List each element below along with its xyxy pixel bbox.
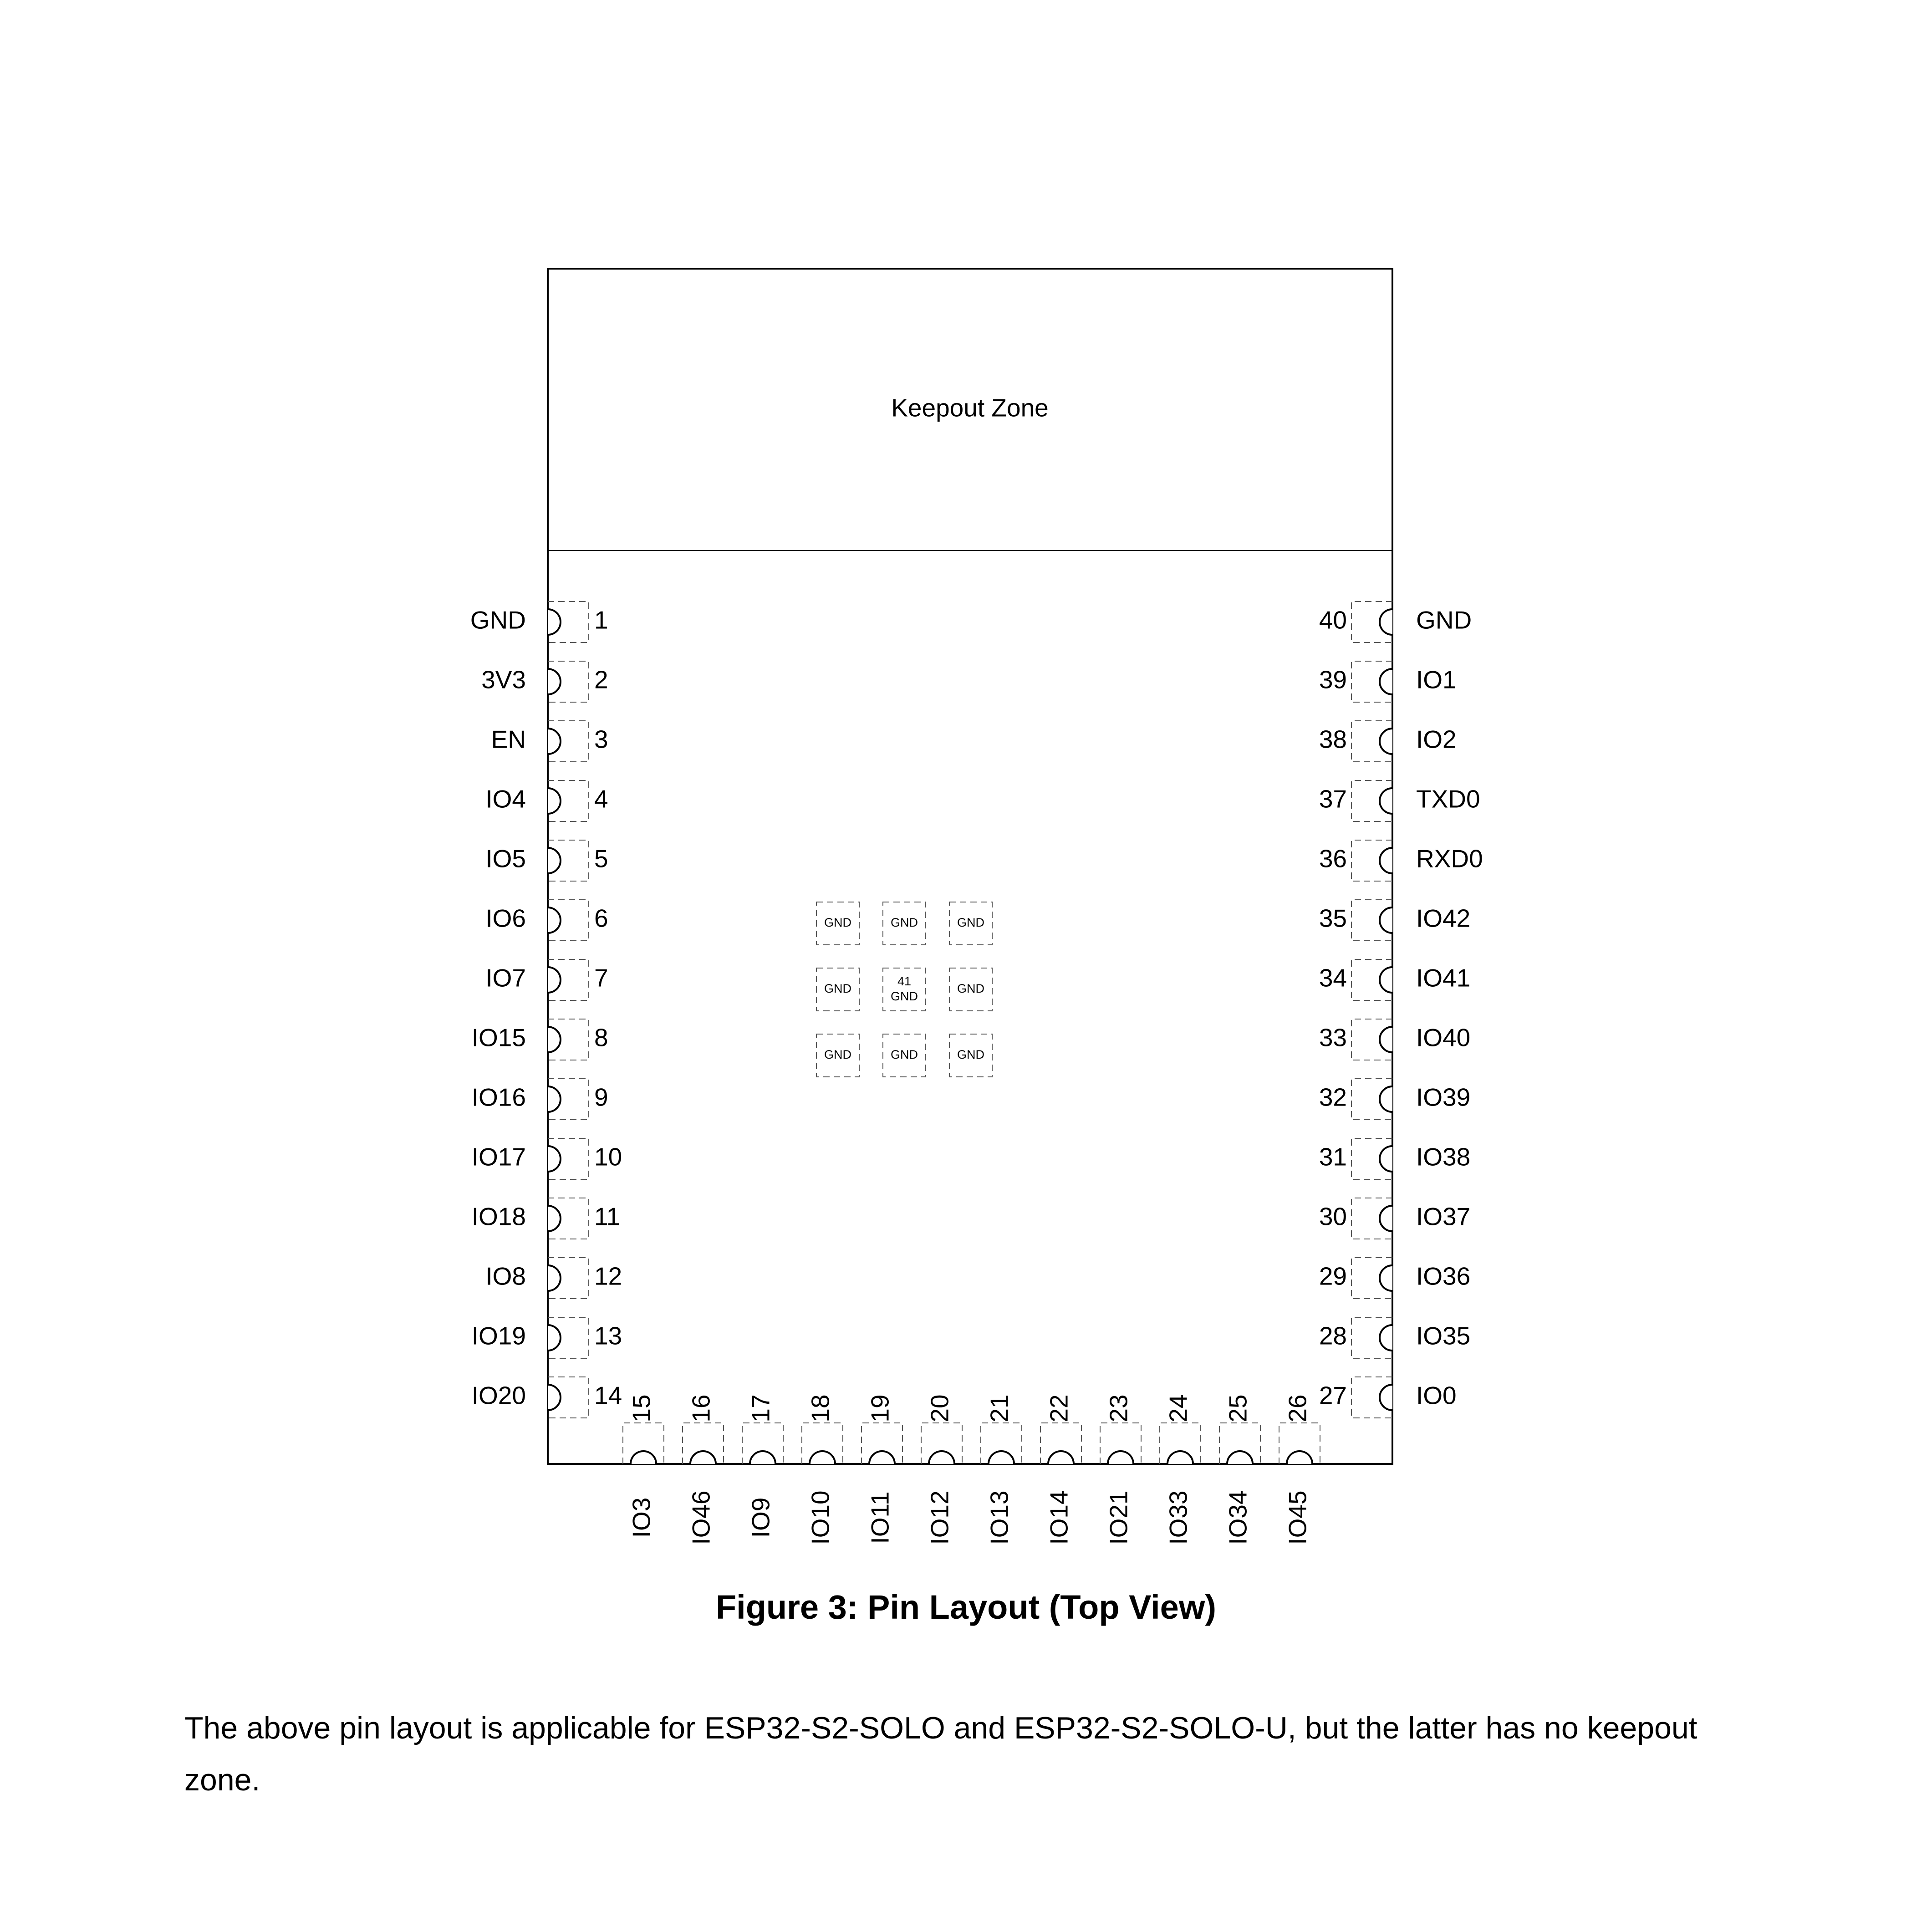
pin-castellation bbox=[750, 1451, 775, 1464]
center-ground-pads bbox=[816, 902, 992, 1077]
pad-label: GND bbox=[891, 916, 918, 930]
pin-31 bbox=[1319, 1138, 1470, 1179]
pin-number: 35 bbox=[1319, 904, 1347, 933]
pin-castellation bbox=[548, 729, 561, 754]
pin-castellation bbox=[1380, 1086, 1392, 1112]
pin-castellation bbox=[548, 1146, 561, 1172]
pin-name: IO7 bbox=[485, 963, 526, 992]
pin-number: 37 bbox=[1319, 785, 1347, 813]
pin-name: TXD0 bbox=[1416, 785, 1480, 813]
pin-37 bbox=[1319, 780, 1480, 821]
pin-name: IO34 bbox=[1223, 1490, 1252, 1545]
pin-number: 9 bbox=[594, 1083, 608, 1111]
pin-number: 19 bbox=[866, 1394, 894, 1422]
pin-14 bbox=[472, 1377, 622, 1418]
pin-number: 32 bbox=[1319, 1083, 1347, 1111]
pin-number: 10 bbox=[594, 1142, 622, 1171]
pin-11 bbox=[472, 1198, 620, 1239]
pin-5 bbox=[485, 840, 608, 881]
pin-castellation bbox=[548, 1086, 561, 1112]
pin-castellation bbox=[810, 1451, 835, 1464]
pin-name: IO2 bbox=[1416, 725, 1457, 754]
pin-number: 38 bbox=[1319, 725, 1347, 754]
pin-castellation bbox=[1380, 729, 1392, 754]
center-pad-41 bbox=[883, 968, 926, 1011]
pad-label: GND bbox=[824, 982, 851, 996]
pin-number: 18 bbox=[806, 1394, 835, 1422]
pin-10 bbox=[472, 1138, 622, 1179]
pin-castellation bbox=[1380, 788, 1392, 814]
pin-castellation bbox=[548, 1325, 561, 1351]
pin-number: 25 bbox=[1223, 1394, 1252, 1422]
pad-label: GND bbox=[957, 1048, 984, 1062]
pin-castellation bbox=[1380, 907, 1392, 933]
pin-castellation bbox=[548, 907, 561, 933]
ground-pad bbox=[883, 1034, 926, 1077]
pin-number: 24 bbox=[1164, 1394, 1193, 1422]
pad-label: GND bbox=[957, 982, 984, 996]
pin-name: IO0 bbox=[1416, 1381, 1457, 1410]
pin-number: 11 bbox=[594, 1202, 621, 1231]
ground-pad bbox=[816, 1034, 859, 1077]
pin-4 bbox=[485, 780, 608, 821]
pin-name: IO9 bbox=[746, 1497, 775, 1538]
pin-castellation bbox=[548, 1206, 561, 1231]
pin-number: 26 bbox=[1283, 1394, 1312, 1422]
pin-name: IO33 bbox=[1164, 1490, 1193, 1545]
pin-26 bbox=[1279, 1394, 1320, 1545]
pad-label: GND bbox=[824, 1048, 851, 1062]
pin-18 bbox=[802, 1394, 843, 1545]
pin-castellation bbox=[1227, 1451, 1253, 1464]
pin-castellation bbox=[929, 1451, 954, 1464]
ground-pad bbox=[949, 968, 992, 1011]
pin-name: 3V3 bbox=[481, 665, 526, 694]
pin-number: 14 bbox=[594, 1381, 622, 1410]
pin-number: 12 bbox=[594, 1262, 622, 1290]
pin-name: IO1 bbox=[1416, 665, 1457, 694]
pin-castellation bbox=[548, 967, 561, 993]
pin-castellation bbox=[1380, 669, 1392, 694]
pin-6 bbox=[485, 900, 608, 941]
pin-number: 40 bbox=[1319, 606, 1347, 634]
pin-castellation bbox=[1380, 1027, 1392, 1052]
pin-name: IO35 bbox=[1416, 1321, 1471, 1350]
pin-name: IO12 bbox=[925, 1490, 954, 1545]
pin-22 bbox=[1040, 1394, 1081, 1545]
pin-name: IO37 bbox=[1416, 1202, 1471, 1231]
pin-name: IO14 bbox=[1045, 1490, 1073, 1545]
pin-castellation bbox=[1108, 1451, 1133, 1464]
pad-label: GND bbox=[891, 1048, 918, 1062]
pin-castellation bbox=[1380, 848, 1392, 873]
pin-number: 36 bbox=[1319, 844, 1347, 873]
pin-name: EN bbox=[491, 725, 526, 754]
pin-name: IO4 bbox=[485, 785, 526, 813]
pin-27 bbox=[1319, 1377, 1457, 1418]
pin-name: IO11 bbox=[866, 1491, 894, 1544]
left-pin-group bbox=[470, 602, 622, 1418]
pin-name: IO5 bbox=[485, 844, 526, 873]
pin-36 bbox=[1319, 840, 1483, 881]
pin-29 bbox=[1319, 1258, 1470, 1299]
pin-number: 34 bbox=[1319, 963, 1347, 992]
pin-name: IO21 bbox=[1104, 1490, 1133, 1545]
description-paragraph: The above pin layout is applicable for ESP32-S2-SOLO and ESP32-S2-SOLO-U, but the latter has no keepout zone. bbox=[184, 1711, 1698, 1797]
ground-pad bbox=[883, 902, 926, 945]
pad-number: 41 bbox=[897, 974, 912, 989]
pin-17 bbox=[742, 1394, 783, 1538]
pin-12 bbox=[485, 1258, 622, 1299]
pin-name: RXD0 bbox=[1416, 844, 1483, 873]
pin-number: 16 bbox=[687, 1394, 715, 1422]
pin-name: IO13 bbox=[985, 1490, 1014, 1545]
keepout-zone-label: Keepout Zone bbox=[891, 393, 1049, 422]
pin-castellation bbox=[869, 1451, 895, 1464]
pin-number: 3 bbox=[594, 725, 608, 754]
pin-name: IO20 bbox=[471, 1381, 526, 1410]
pin-castellation bbox=[548, 1385, 561, 1410]
pin-24 bbox=[1160, 1394, 1201, 1545]
pin-castellation bbox=[989, 1451, 1014, 1464]
pin-number: 22 bbox=[1045, 1394, 1073, 1422]
ground-pad bbox=[949, 902, 992, 945]
pin-name: IO10 bbox=[806, 1490, 835, 1545]
pin-13 bbox=[472, 1317, 622, 1358]
pin-castellation bbox=[1380, 1206, 1392, 1231]
pin-2 bbox=[481, 661, 608, 702]
pin-name: IO36 bbox=[1416, 1262, 1471, 1290]
pin-castellation bbox=[548, 669, 561, 694]
pin-name: GND bbox=[1416, 606, 1472, 634]
pin-40 bbox=[1319, 602, 1472, 642]
pad-label: GND bbox=[957, 916, 984, 930]
pin-castellation bbox=[1380, 1265, 1392, 1291]
pin-number: 1 bbox=[594, 606, 608, 634]
pin-number: 15 bbox=[627, 1394, 656, 1422]
pin-name: IO40 bbox=[1416, 1023, 1471, 1052]
pin-castellation bbox=[631, 1451, 656, 1464]
pin-castellation bbox=[1380, 1325, 1392, 1351]
pin-19 bbox=[861, 1394, 902, 1544]
pin-name: GND bbox=[470, 606, 526, 634]
right-pin-group bbox=[1319, 602, 1483, 1418]
pin-7 bbox=[485, 959, 608, 1000]
pin-name: IO3 bbox=[627, 1497, 656, 1538]
pin-number: 21 bbox=[985, 1394, 1014, 1422]
pin-1 bbox=[470, 602, 608, 642]
pin-9 bbox=[472, 1079, 608, 1120]
pin-name: IO45 bbox=[1283, 1490, 1312, 1545]
pin-number: 5 bbox=[594, 844, 608, 873]
pin-35 bbox=[1319, 900, 1470, 941]
pin-castellation bbox=[548, 609, 561, 635]
pin-number: 27 bbox=[1319, 1381, 1347, 1410]
pin-23 bbox=[1100, 1394, 1141, 1545]
pin-20 bbox=[921, 1394, 962, 1545]
ground-pad bbox=[816, 902, 859, 945]
pin-number: 17 bbox=[746, 1394, 775, 1422]
pin-number: 31 bbox=[1319, 1142, 1347, 1171]
pin-number: 4 bbox=[594, 785, 608, 813]
pin-castellation bbox=[1380, 609, 1392, 635]
pin-castellation bbox=[1167, 1451, 1193, 1464]
pin-name: IO42 bbox=[1416, 904, 1471, 933]
pin-name: IO41 bbox=[1416, 963, 1471, 992]
pin-castellation bbox=[548, 848, 561, 873]
figure-caption: Figure 3: Pin Layout (Top View) bbox=[715, 1588, 1217, 1626]
pin-28 bbox=[1319, 1317, 1470, 1358]
pin-number: 20 bbox=[925, 1394, 954, 1422]
module-outline bbox=[548, 269, 1392, 1464]
pin-castellation bbox=[1048, 1451, 1074, 1464]
pin-castellation bbox=[1287, 1451, 1312, 1464]
ground-pad bbox=[816, 968, 859, 1011]
pin-number: 13 bbox=[594, 1321, 622, 1350]
pin-number: 39 bbox=[1319, 665, 1347, 694]
pin-33 bbox=[1319, 1019, 1470, 1060]
pin-39 bbox=[1319, 661, 1457, 702]
pin-name: IO6 bbox=[485, 904, 526, 933]
pin-number: 30 bbox=[1319, 1202, 1347, 1231]
pin-32 bbox=[1319, 1079, 1470, 1120]
pin-number: 33 bbox=[1319, 1023, 1347, 1052]
pin-name: IO38 bbox=[1416, 1142, 1471, 1171]
pin-number: 6 bbox=[594, 904, 608, 933]
pin-castellation bbox=[548, 788, 561, 814]
pin-25 bbox=[1219, 1394, 1260, 1545]
ground-pad bbox=[949, 1034, 992, 1077]
pad-label: GND bbox=[891, 989, 918, 1004]
pin-number: 8 bbox=[594, 1023, 608, 1052]
pin-34 bbox=[1319, 959, 1470, 1000]
pin-name: IO39 bbox=[1416, 1083, 1471, 1111]
pin-name: IO15 bbox=[471, 1023, 526, 1052]
pin-21 bbox=[981, 1394, 1022, 1545]
pin-38 bbox=[1319, 721, 1457, 762]
pin-castellation bbox=[690, 1451, 716, 1464]
pin-30 bbox=[1319, 1198, 1470, 1239]
pin-name: IO46 bbox=[687, 1490, 715, 1545]
pin-number: 2 bbox=[594, 665, 608, 694]
pin-castellation bbox=[1380, 967, 1392, 993]
pin-castellation bbox=[548, 1027, 561, 1052]
pin-castellation bbox=[548, 1265, 561, 1291]
pin-name: IO8 bbox=[485, 1262, 526, 1290]
pin-3 bbox=[491, 721, 608, 762]
pin-number: 28 bbox=[1319, 1321, 1347, 1350]
pad-label: GND bbox=[824, 916, 851, 930]
pin-name: IO16 bbox=[471, 1083, 526, 1111]
bottom-pin-group bbox=[623, 1394, 1320, 1545]
pin-name: IO18 bbox=[471, 1202, 526, 1231]
pin-name: IO19 bbox=[471, 1321, 526, 1350]
pin-number: 7 bbox=[594, 963, 608, 992]
pin-number: 23 bbox=[1104, 1394, 1133, 1422]
pin-15 bbox=[623, 1394, 664, 1538]
pin-8 bbox=[472, 1019, 608, 1060]
pin-castellation bbox=[1380, 1146, 1392, 1172]
pin-name: IO17 bbox=[471, 1142, 526, 1171]
pin-castellation bbox=[1380, 1385, 1392, 1410]
pin-16 bbox=[683, 1394, 724, 1545]
pin-number: 29 bbox=[1319, 1262, 1347, 1290]
